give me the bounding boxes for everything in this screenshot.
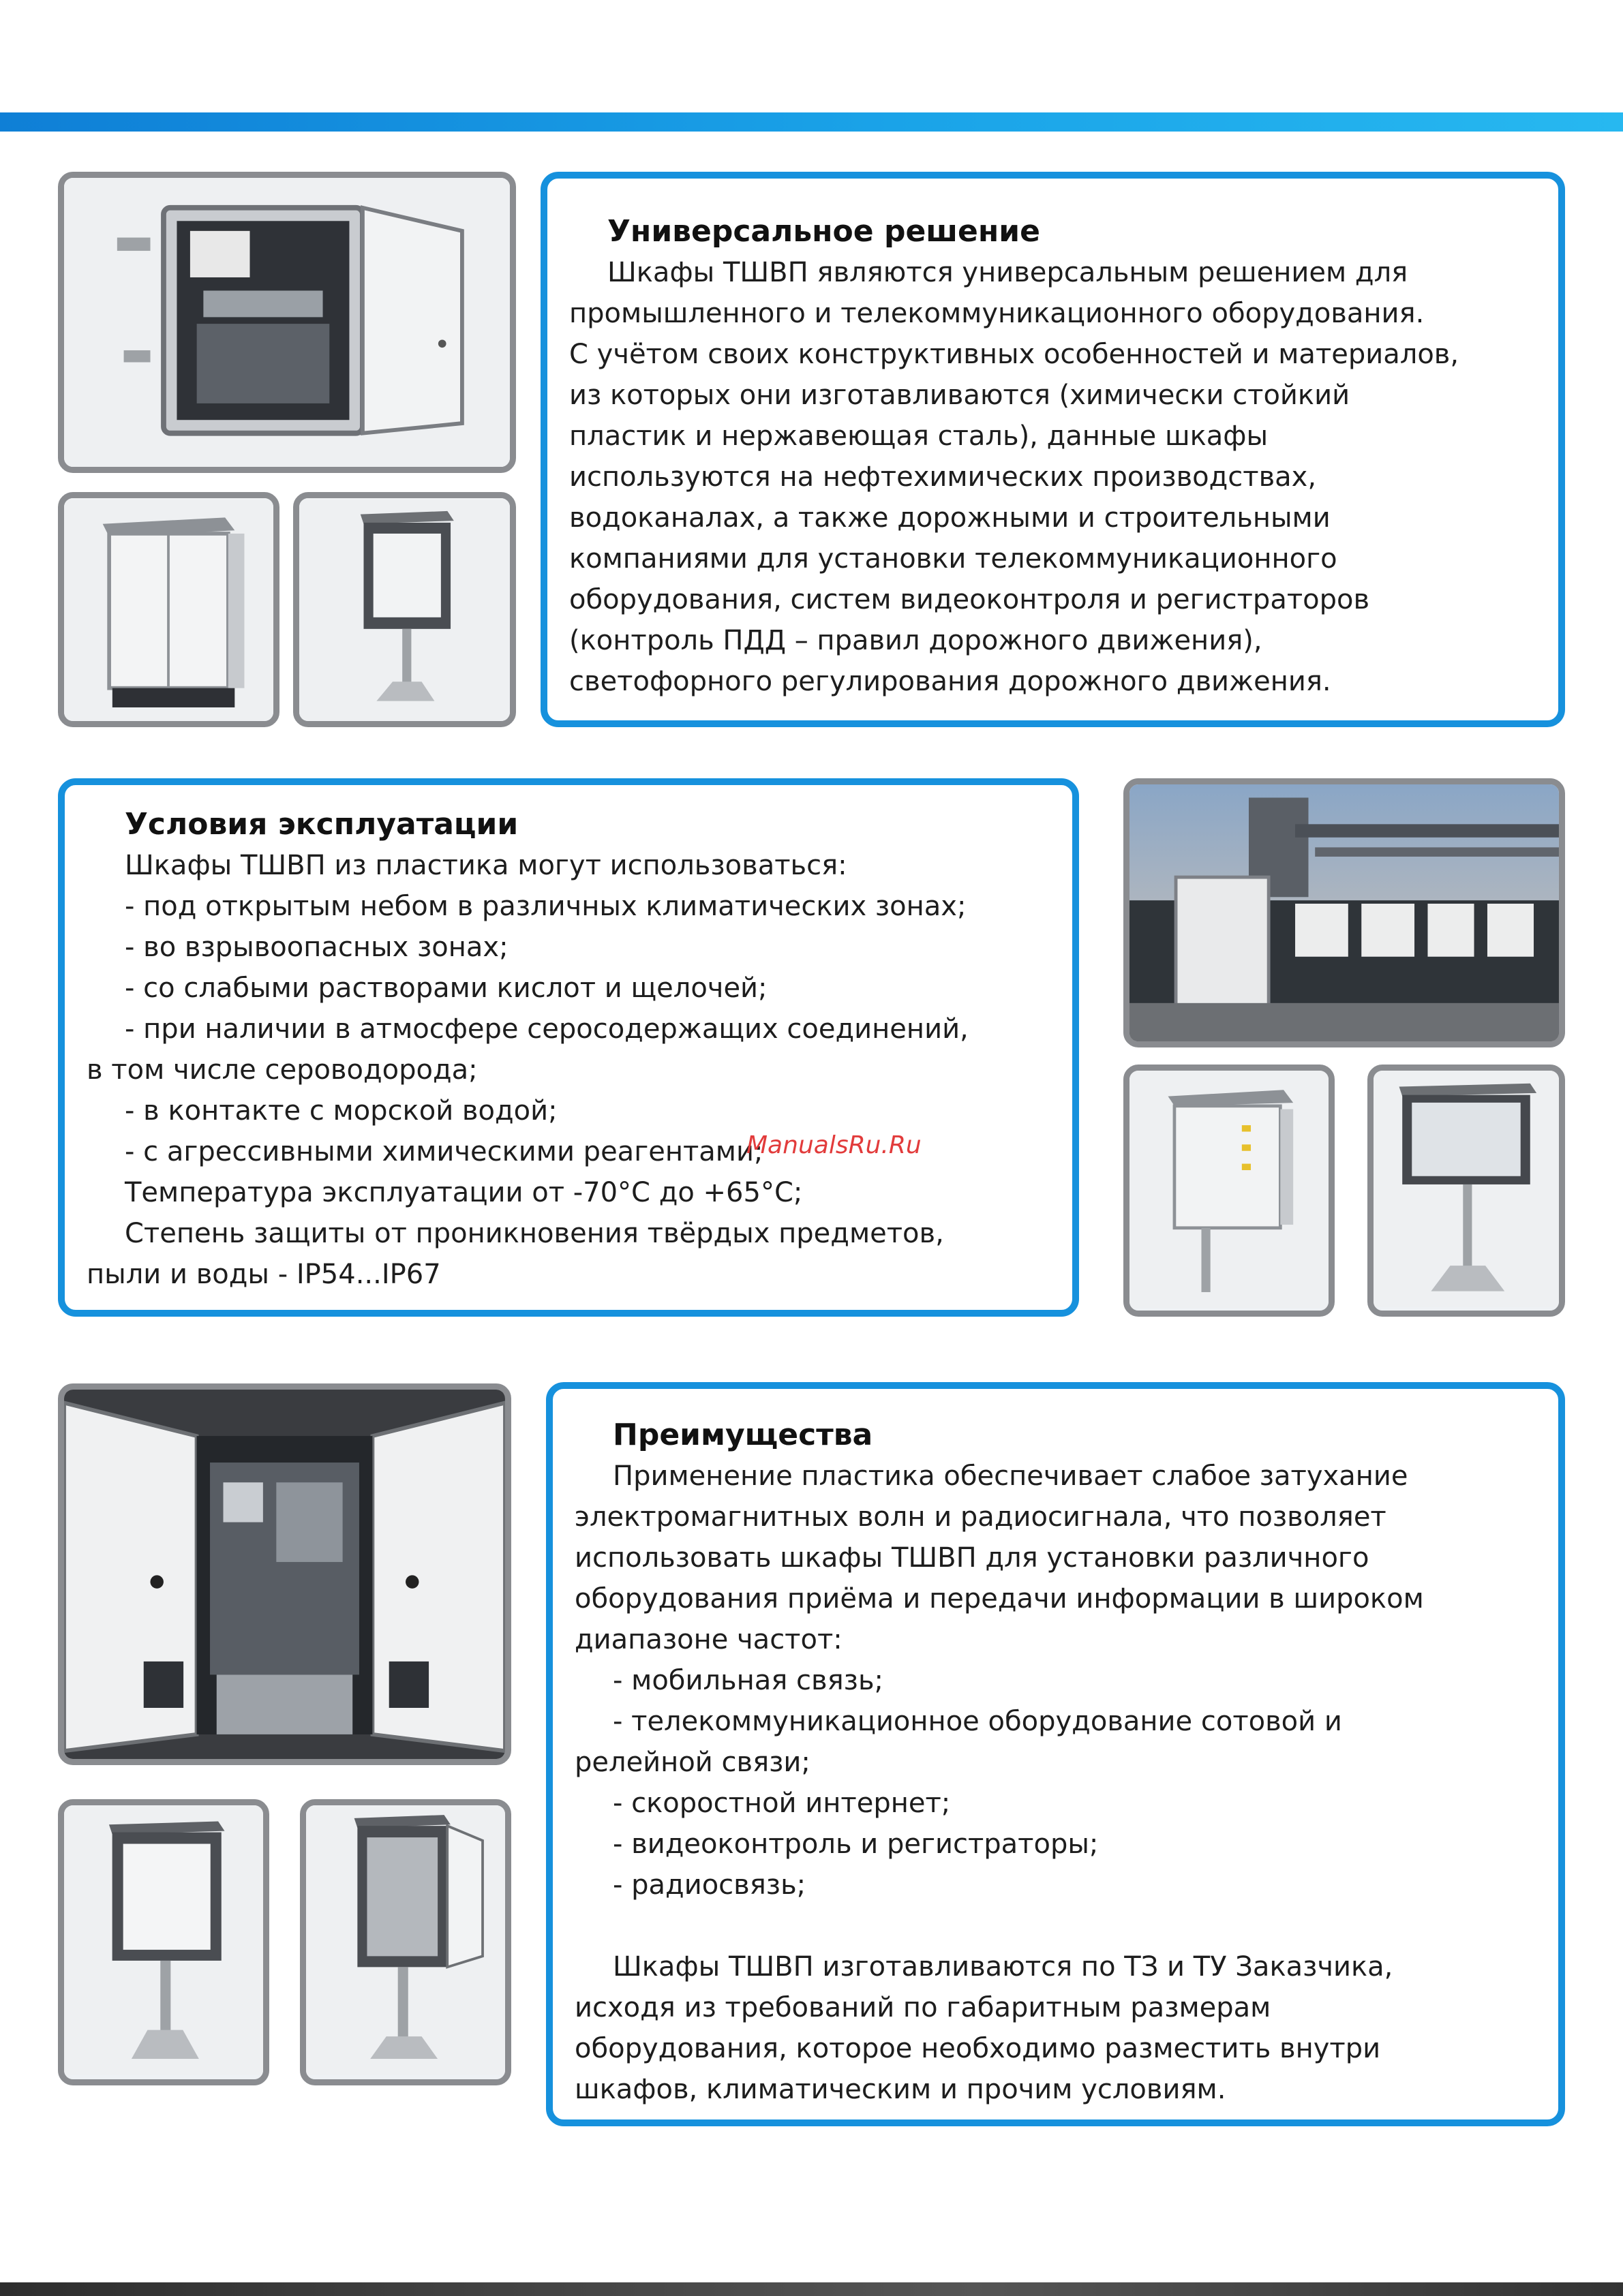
bottom-band xyxy=(0,2282,1623,2296)
universal-solution-box xyxy=(541,172,1565,727)
text-line: - радиосвязь; xyxy=(613,1869,806,1901)
text-line: оборудования приёма и передачи информации в широком xyxy=(575,1583,1424,1614)
text-line: - скоростной интернет; xyxy=(613,1788,951,1819)
text-line: оборудования, систем видеоконтроля и регистраторов xyxy=(569,584,1370,615)
text-line: компаниями для установки телекоммуникационного xyxy=(569,543,1337,575)
text-line: светофорного регулирования дорожного движения. xyxy=(569,666,1331,697)
text-line: - видеоконтроль и регистраторы; xyxy=(613,1828,1099,1860)
photo-pole-cabinet-front xyxy=(58,1799,269,2085)
text-line: Шкафы ТШВП изготавливаются по ТЗ и ТУ Заказчика, xyxy=(613,1951,1393,1983)
text-line: пластик и нержавеющая сталь), данные шкафы xyxy=(569,420,1269,452)
text-line: Шкафы ТШВП являются универсальным решением для xyxy=(607,257,1408,288)
text-line: - при наличии в атмосфере серосодержащих соединений, xyxy=(125,1013,969,1045)
text-line: промышленного и телекоммуникационного оборудования. xyxy=(569,298,1425,329)
text-line: пыли и воды - IP54...IP67 xyxy=(87,1259,441,1290)
text-line: в том числе сероводорода; xyxy=(87,1054,478,1086)
operating-conditions-box xyxy=(58,778,1079,1317)
advantages-box xyxy=(546,1382,1565,2126)
text-line: исходя из требований по габаритным размерам xyxy=(575,1992,1271,2023)
text-line: - во взрывоопасных зонах; xyxy=(125,932,509,963)
text-line: Температура эксплуатации от -70°С до +65°С; xyxy=(125,1177,803,1208)
photo-walk-in-cabinet xyxy=(58,1383,511,1765)
text-line: - в контакте с морской водой; xyxy=(125,1095,558,1127)
text-line: оборудования, которое необходимо разместить внутри xyxy=(575,2033,1381,2064)
text-line: - под открытым небом в различных климатических зонах; xyxy=(125,891,967,922)
photo-industrial-site xyxy=(1123,778,1565,1047)
photo-pole-cabinet-open-door xyxy=(300,1799,511,2085)
text-line xyxy=(575,1905,1424,1946)
text-line: из которых они изготавливаются (химически стойкий xyxy=(569,380,1350,411)
text-line: Применение пластика обеспечивает слабое затухание xyxy=(613,1460,1408,1492)
photo-pole-cabinet xyxy=(293,492,516,727)
text-line: Степень защиты от проникновения твёрдых предметов, xyxy=(125,1218,944,1249)
text-line: шкафов, климатическим и прочим условиям. xyxy=(575,2074,1226,2105)
text-line: используются на нефтехимических производствах, xyxy=(569,461,1317,493)
photo-pole-cabinet-glass xyxy=(1367,1065,1565,1317)
photo-pole-cabinet-open-side xyxy=(1123,1065,1335,1317)
photo-floor-cabinet xyxy=(58,492,279,727)
text-line: - мобильная связь; xyxy=(613,1665,883,1696)
text-line: С учётом своих конструктивных особенностей и материалов, xyxy=(569,339,1459,370)
advantages-title: Преимущества xyxy=(613,1418,873,1452)
text-line: - с агрессивными химическими реагентами; xyxy=(125,1136,763,1167)
text-line: электромагнитных волн и радиосигнала, что позволяет xyxy=(575,1501,1386,1533)
text-line: водоканалах, а также дорожными и строительными xyxy=(569,502,1331,534)
text-line: (контроль ПДД – правил дорожного движения), xyxy=(569,625,1262,656)
text-line: - телекоммуникационное оборудование сотовой и xyxy=(613,1706,1342,1737)
text-line: - со слабыми растворами кислот и щелочей; xyxy=(125,973,768,1004)
text-line: использовать шкафы ТШВП для установки различного xyxy=(575,1542,1369,1574)
watermark: ManualsRu.Ru xyxy=(746,1131,922,1159)
universal-solution-title: Универсальное решение xyxy=(607,214,1040,249)
text-line: Шкафы ТШВП из пластика могут использоваться: xyxy=(125,850,847,881)
text-line: релейной связи; xyxy=(575,1747,810,1778)
top-accent-band xyxy=(0,112,1623,132)
photo-open-cabinet-wall xyxy=(58,172,516,473)
operating-conditions-title: Условия эксплуатации xyxy=(125,807,519,842)
text-line: диапазоне частот: xyxy=(575,1624,843,1655)
